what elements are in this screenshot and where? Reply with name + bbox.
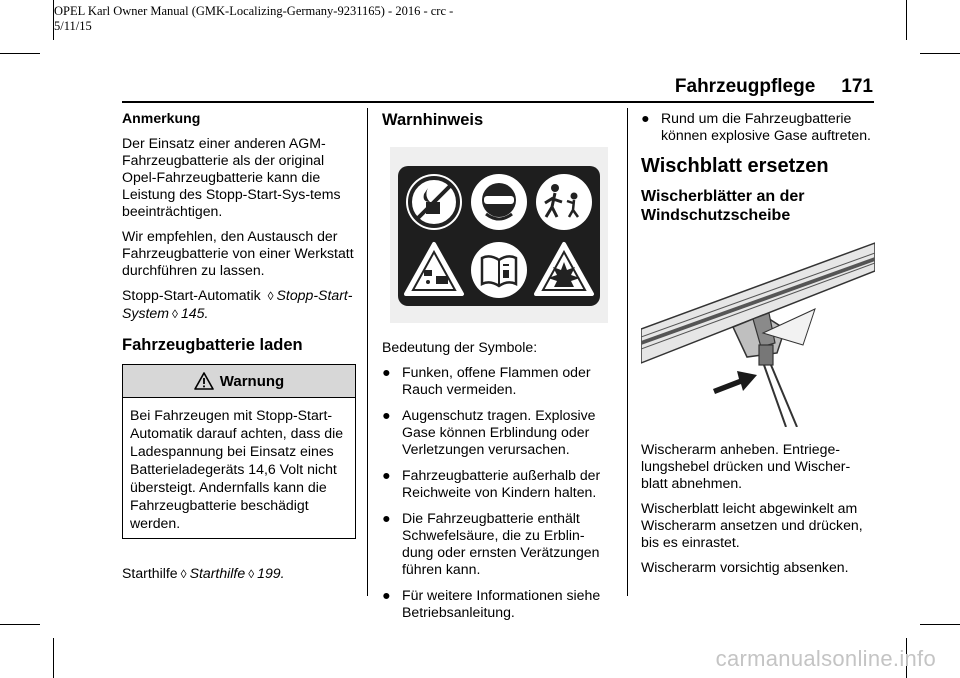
cross-reference: Stopp-Start-Automatik ◊ Stopp-Start-System ◊ 145. <box>122 287 353 321</box>
reference-arrow-icon: ◊ <box>248 567 255 581</box>
recommendation-text: Wir empfehlen, den Austausch der Fahrzeugbatterie von einer Werkstatt durchführen zu lassen. <box>122 228 354 278</box>
warning-header <box>123 365 355 398</box>
explosion-hazard-icon <box>536 244 592 294</box>
heading-battery-charging: Fahrzeugbatterie laden <box>122 336 303 354</box>
read-manual-icon <box>471 242 527 298</box>
list-item: ● Die Fahrzeugbatterie enthält Schwefelsäure, die zu Erblin-dung oder ernsten Verätzungen führen kann. <box>382 510 600 577</box>
bullet-icon: ● <box>382 407 391 423</box>
crop-mark <box>920 624 960 625</box>
list-item: ● Augenschutz tragen. Explosive Gase können Erblindung oder Verletzungen verursachen. <box>382 407 596 457</box>
explosive-gas-list <box>641 110 875 144</box>
instruction-step-3: Wischerarm vorsichtig absenken. <box>641 559 849 575</box>
site-watermark: carmanualsonline.info <box>715 646 936 671</box>
list-item: ● Fahrzeugbatterie außerhalb der Reichweite von Kindern halten. <box>382 467 601 500</box>
instruction-step-1: Wischerarm anheben. Entriege-lungshebel drücken und Wischer-blatt abnehmen. <box>641 441 851 491</box>
column-divider <box>367 108 368 596</box>
crop-mark <box>906 0 907 40</box>
xref-label: Stopp-Start-Automatik <box>122 287 261 303</box>
list-item: ● Für weitere Informationen siehe Betriebsanleitung. <box>382 587 601 620</box>
heading-wiper-replacement: Wischblatt ersetzen <box>641 155 829 177</box>
column-divider <box>627 108 628 596</box>
xref-page[interactable]: 145 <box>180 305 205 321</box>
header-rule <box>122 101 874 103</box>
symbol-meaning-list <box>382 364 610 621</box>
warning-triangle-icon <box>194 372 214 390</box>
crop-mark <box>0 624 40 625</box>
bullet-icon: ● <box>382 587 391 603</box>
xref-link-starthilfe[interactable]: Starthilfe <box>189 565 246 581</box>
section-title: Fahrzeugpflege <box>674 76 816 97</box>
right-column <box>641 110 875 584</box>
reference-arrow-icon: ◊ <box>267 289 274 303</box>
acid-hazard-icon <box>406 244 462 294</box>
reference-arrow-icon: ◊ <box>172 307 178 321</box>
bullet-icon: ● <box>382 510 391 526</box>
symbols-intro: Bedeutung der Symbole: <box>382 339 538 355</box>
cross-reference: Starthilfe ◊ Starthilfe ◊ 199. <box>122 565 285 581</box>
note-text: Der Einsatz einer anderen AGM-Fahrzeugbatterie als der original Opel-Fahrzeugbatterie kann die Leistung des Stopp-Start-Sys-tems beeinträchtigen. <box>122 135 341 219</box>
bullet-icon: ● <box>641 110 650 126</box>
bullet-icon: ● <box>382 467 391 483</box>
xref-page[interactable]: 199 <box>257 565 281 581</box>
wiper-blade-figure <box>641 237 875 427</box>
warning-text: Bei Fahrzeugen mit Stopp-Start-Automatik darauf achten, dass die Ladespannung bei Einsatz eines Batterieladegeräts 14,6 Volt nicht übersteigt. Andernfalls kann die Fahrzeugbatterie beschädigt werden. <box>130 407 344 531</box>
list-item: ● Funken, offene Flammen oder Rauch vermeiden. <box>382 364 591 397</box>
note-heading: Anmerkung <box>122 110 201 126</box>
eye-protection-icon <box>471 174 527 230</box>
heading-warning-labels: Warnhinweis <box>382 111 484 129</box>
heading-windscreen-wipers: Wischerblätter an der Windschutzscheibe <box>641 188 805 224</box>
wiper-blade-illustration <box>641 237 875 427</box>
reference-arrow-icon: ◊ <box>180 567 187 581</box>
bullet-icon: ● <box>382 364 391 380</box>
no-flames-icon <box>406 174 462 230</box>
crop-mark <box>0 53 40 54</box>
keep-away-children-icon <box>536 174 592 230</box>
crop-mark <box>920 53 960 54</box>
list-item: ● Rund um die Fahrzeugbatterie können explosive Gase auftreten. <box>641 110 871 143</box>
instruction-step-2: Wischerblatt leicht abgewinkelt am Wischerarm ansetzen und drücken, bis es einrastet. <box>641 500 863 550</box>
print-metadata-line2: 5/11/15 <box>54 19 92 33</box>
symbol-grid <box>398 166 600 306</box>
warning-title: Warnung <box>219 372 285 390</box>
page-number: 171 <box>841 76 873 97</box>
left-column <box>122 110 356 591</box>
xref-label: Starthilfe <box>122 565 178 581</box>
warning-box <box>122 364 356 539</box>
middle-column <box>382 110 610 630</box>
xref-link-stopp-start[interactable]: Stopp-Start-System <box>122 287 353 321</box>
print-metadata-line1: OPEL Karl Owner Manual (GMK-Localizing-Germany-9231165) - 2016 - crc - <box>54 4 454 18</box>
battery-warning-symbols-figure <box>390 147 608 323</box>
print-metadata <box>54 4 614 34</box>
symbol-panel <box>398 166 600 306</box>
page-header <box>580 76 873 98</box>
crop-mark <box>53 638 54 678</box>
